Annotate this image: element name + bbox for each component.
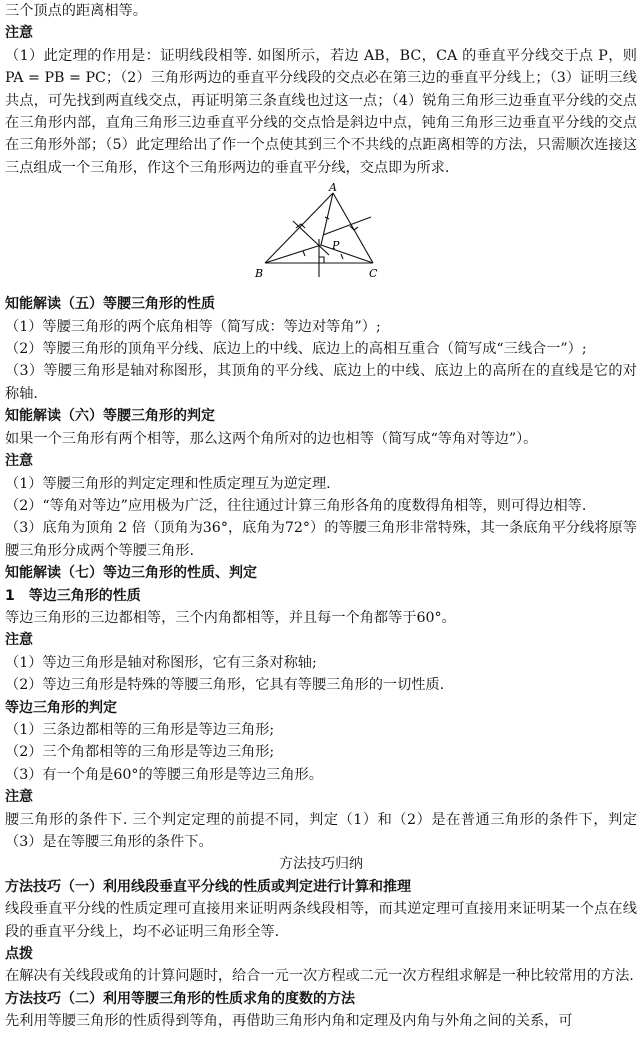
text-line: （1）等腰三角形的判定定理和性质定理互为逆定理. [5, 475, 331, 492]
vertex-label-c: C [369, 267, 378, 281]
text-line: 等边三角形的三边都相等，三个内角都相等，并且每一个角都等于60°。 [5, 609, 456, 626]
text-line: （2）三个角都相等的三角形是等边三角形; [5, 744, 275, 761]
triangle-figure [5, 183, 637, 291]
text-line: 先利用等腰三角形的性质得到等角，再借助三角形内角和定理及内角与外角之间的关系，可 [5, 1013, 573, 1030]
text-line: 三个顶点的距离相等。 [5, 3, 147, 19]
note-heading: 注意 [5, 789, 33, 806]
section-heading-6: 知能解读（六）等腰三角形的判定 [5, 408, 215, 425]
perpendicular-bisector-diagram [253, 183, 393, 289]
note-paragraph: （1）此定理的作用是：证明线段相等. 如图所示，若边 AB，BC，CA 的垂直平分线交于点 P，则 PA = PB = PC；（2）三角形两边的垂直平分线段的交点必在第三边的垂直平分线上；（3）证明三线共点，可先找到两直线交点，再证明第三条直线也过这一点；（4）锐角三角形三边垂直平分线的交点在三角形内部，直角三角形三边垂直平分线的交点恰是斜边中点，钝角三角形三边垂直平分线的交点在三角形外部；（5）此定理给出了作一个点使其到三个不共线的点距离相等的方法，只需顺次连接这三点组成一个三角形，作这个三角形两边的垂直平分线，交点即为所求. [5, 47, 637, 176]
subsection-heading: 等边三角形的判定 [5, 699, 117, 716]
section-heading-7: 知能解读（七）等边三角形的性质、判定 [5, 565, 257, 582]
subsection-heading: 1 等边三角形的性质 [5, 587, 141, 604]
text-line: （3）等腰三角形是轴对称图形，其顶角的平分线、底边上的中线、底边上的高所在的直线是它的对称轴. [5, 363, 637, 402]
text-line: （2）等边三角形是特殊的等腰三角形，它具有等腰三角形的一切性质. [5, 677, 445, 694]
vertex-label-b: B [255, 267, 264, 281]
method-heading-2: 方法技巧（二）利用等腰三角形的性质求角的度数的方法 [5, 990, 355, 1007]
text-line: 在解决有关线段或角的计算问题时，给合一元一次方程或二元一次方程组求解是一种比较常用的方法. [5, 968, 634, 985]
note-heading: 注意 [5, 453, 33, 470]
text-line: （3）底角为顶角 2 倍（顶角为36°，底角为72°）的等腰三角形非常特殊，其一条底角平分线将原等腰三角形分成两个等腰三角形. [5, 520, 637, 559]
document-page [5, 0, 637, 1033]
text-line: 如果一个三角形有两个相等，那么这两个角所对的边也相等（简写成“等角对等边”）。 [5, 430, 538, 447]
text-line: 线段垂直平分线的性质定理可直接用来证明两条线段相等，而其逆定理可直接用来证明某一个点在线段的垂直平分线上，均不必证明三角形全等. [5, 901, 637, 940]
point-label-p: P [332, 239, 340, 253]
text-line: （3）有一个角是60°的等腰三角形是等边三角形。 [5, 766, 323, 783]
text-line: （1）等边三角形是轴对称图形，它有三条对称轴; [5, 654, 317, 671]
section-heading-5: 知能解读（五）等腰三角形的性质 [5, 296, 215, 313]
vertex-label-a: A [329, 183, 337, 195]
text-line: （2）等腰三角形的顶角平分线、底边上的中线、底边上的高相互重合（简写成“三线合一”）; [5, 341, 587, 358]
note-heading: 注意 [5, 25, 33, 42]
note-heading: 注意 [5, 632, 33, 649]
text-line: 腰三角形的条件下. 三个判定定理的前提不同，判定（1）和（2）是在普通三角形的条件下，判定（3）是在等腰三角形的条件下。 [5, 811, 637, 850]
chapter-heading: 方法技巧归纳 [279, 856, 363, 873]
text-line: （1）等腰三角形的两个底角相等（简写成：等边对等角”）; [5, 318, 381, 335]
tip-heading: 点拨 [5, 946, 33, 963]
text-line: （1）三条边都相等的三角形是等边三角形; [5, 721, 275, 738]
text-line: （2）“等角对等边”应用极为广泛，往往通过计算三角形各角的度数得角相等，则可得边相等. [5, 497, 587, 514]
method-heading-1: 方法技巧（一）利用线段垂直平分线的性质或判定进行计算和推理 [5, 878, 411, 895]
